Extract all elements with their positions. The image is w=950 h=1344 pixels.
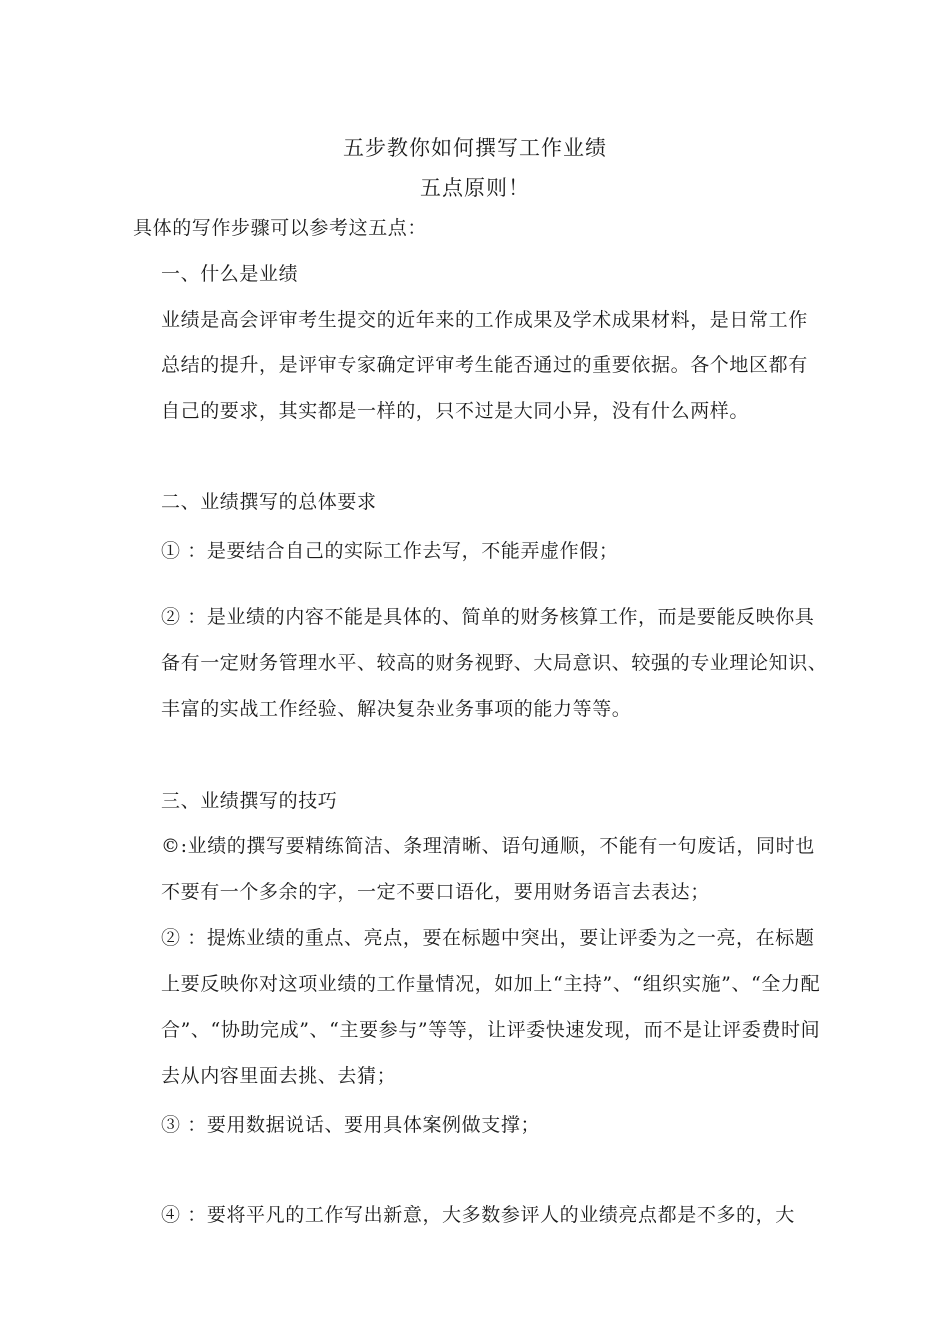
section2-item-1: ① ：是要结合自己的实际工作去写，不能弄虚作假；	[161, 540, 619, 562]
section3-item-2-line: 去从内容里面去挑、去猜；	[161, 1065, 397, 1087]
section3-heading: 三、业绩撰写的技巧	[161, 790, 338, 812]
section3-item-3: ③ ：要用数据说话、要用具体案例做支撑；	[161, 1114, 541, 1136]
section3-item-1-line: 不要有一个多余的字，一定不要口语化，要用财务语言去表达；	[161, 881, 710, 903]
section3-item-2-line: 上要反映你对这项业绩的工作量情况，如加上“主持”、“组织实施”、“全力配	[161, 973, 821, 995]
section3-item-2-line: 合”、“协助完成”、“主要参与”等等，让评委快速发现，而不是让评委费时间	[161, 1019, 821, 1041]
document-subtitle: 五点原则！	[420, 176, 530, 200]
section1-text-line: 自己的要求，其实都是一样的，只不过是大同小异，没有什么两样。	[161, 400, 750, 422]
section3-item-2-line: ② ：提炼业绩的重点、亮点，要在标题中突出，要让评委为之一亮，在标题	[161, 927, 815, 949]
section1-heading: 一、什么是业绩	[161, 263, 299, 285]
intro-line: 具体的写作步骤可以参考这五点：	[133, 217, 428, 239]
section2-item-2-line: 备有一定财务管理水平、较高的财务视野、大局意识、较强的专业理论知识、	[161, 652, 828, 674]
section2-item-2-line: 丰富的实战工作经验、解决复杂业务事项的能力等等。	[161, 698, 632, 720]
section2-item-2-line: ② ：是业绩的内容不能是具体的、简单的财务核算工作，而是要能反映你具	[161, 606, 815, 628]
section3-item-1-line: ©:业绩的撰写要精练简洁、条理清晰、语句通顺，不能有一句废话，同时也	[161, 835, 815, 857]
section1-text-line: 总结的提升，是评审专家确定评审考生能否通过的重要依据。各个地区都有	[161, 354, 808, 376]
section1-text-line: 业绩是高会评审考生提交的近年来的工作成果及学术成果材料，是日常工作	[161, 309, 808, 331]
document-title: 五步教你如何撰写工作业绩	[343, 136, 607, 160]
section3-item-4: ④ ：要将平凡的工作写出新意，大多数参评人的业绩亮点都是不多的，大	[161, 1204, 795, 1226]
section2-heading: 二、业绩撰写的总体要求	[161, 491, 377, 513]
